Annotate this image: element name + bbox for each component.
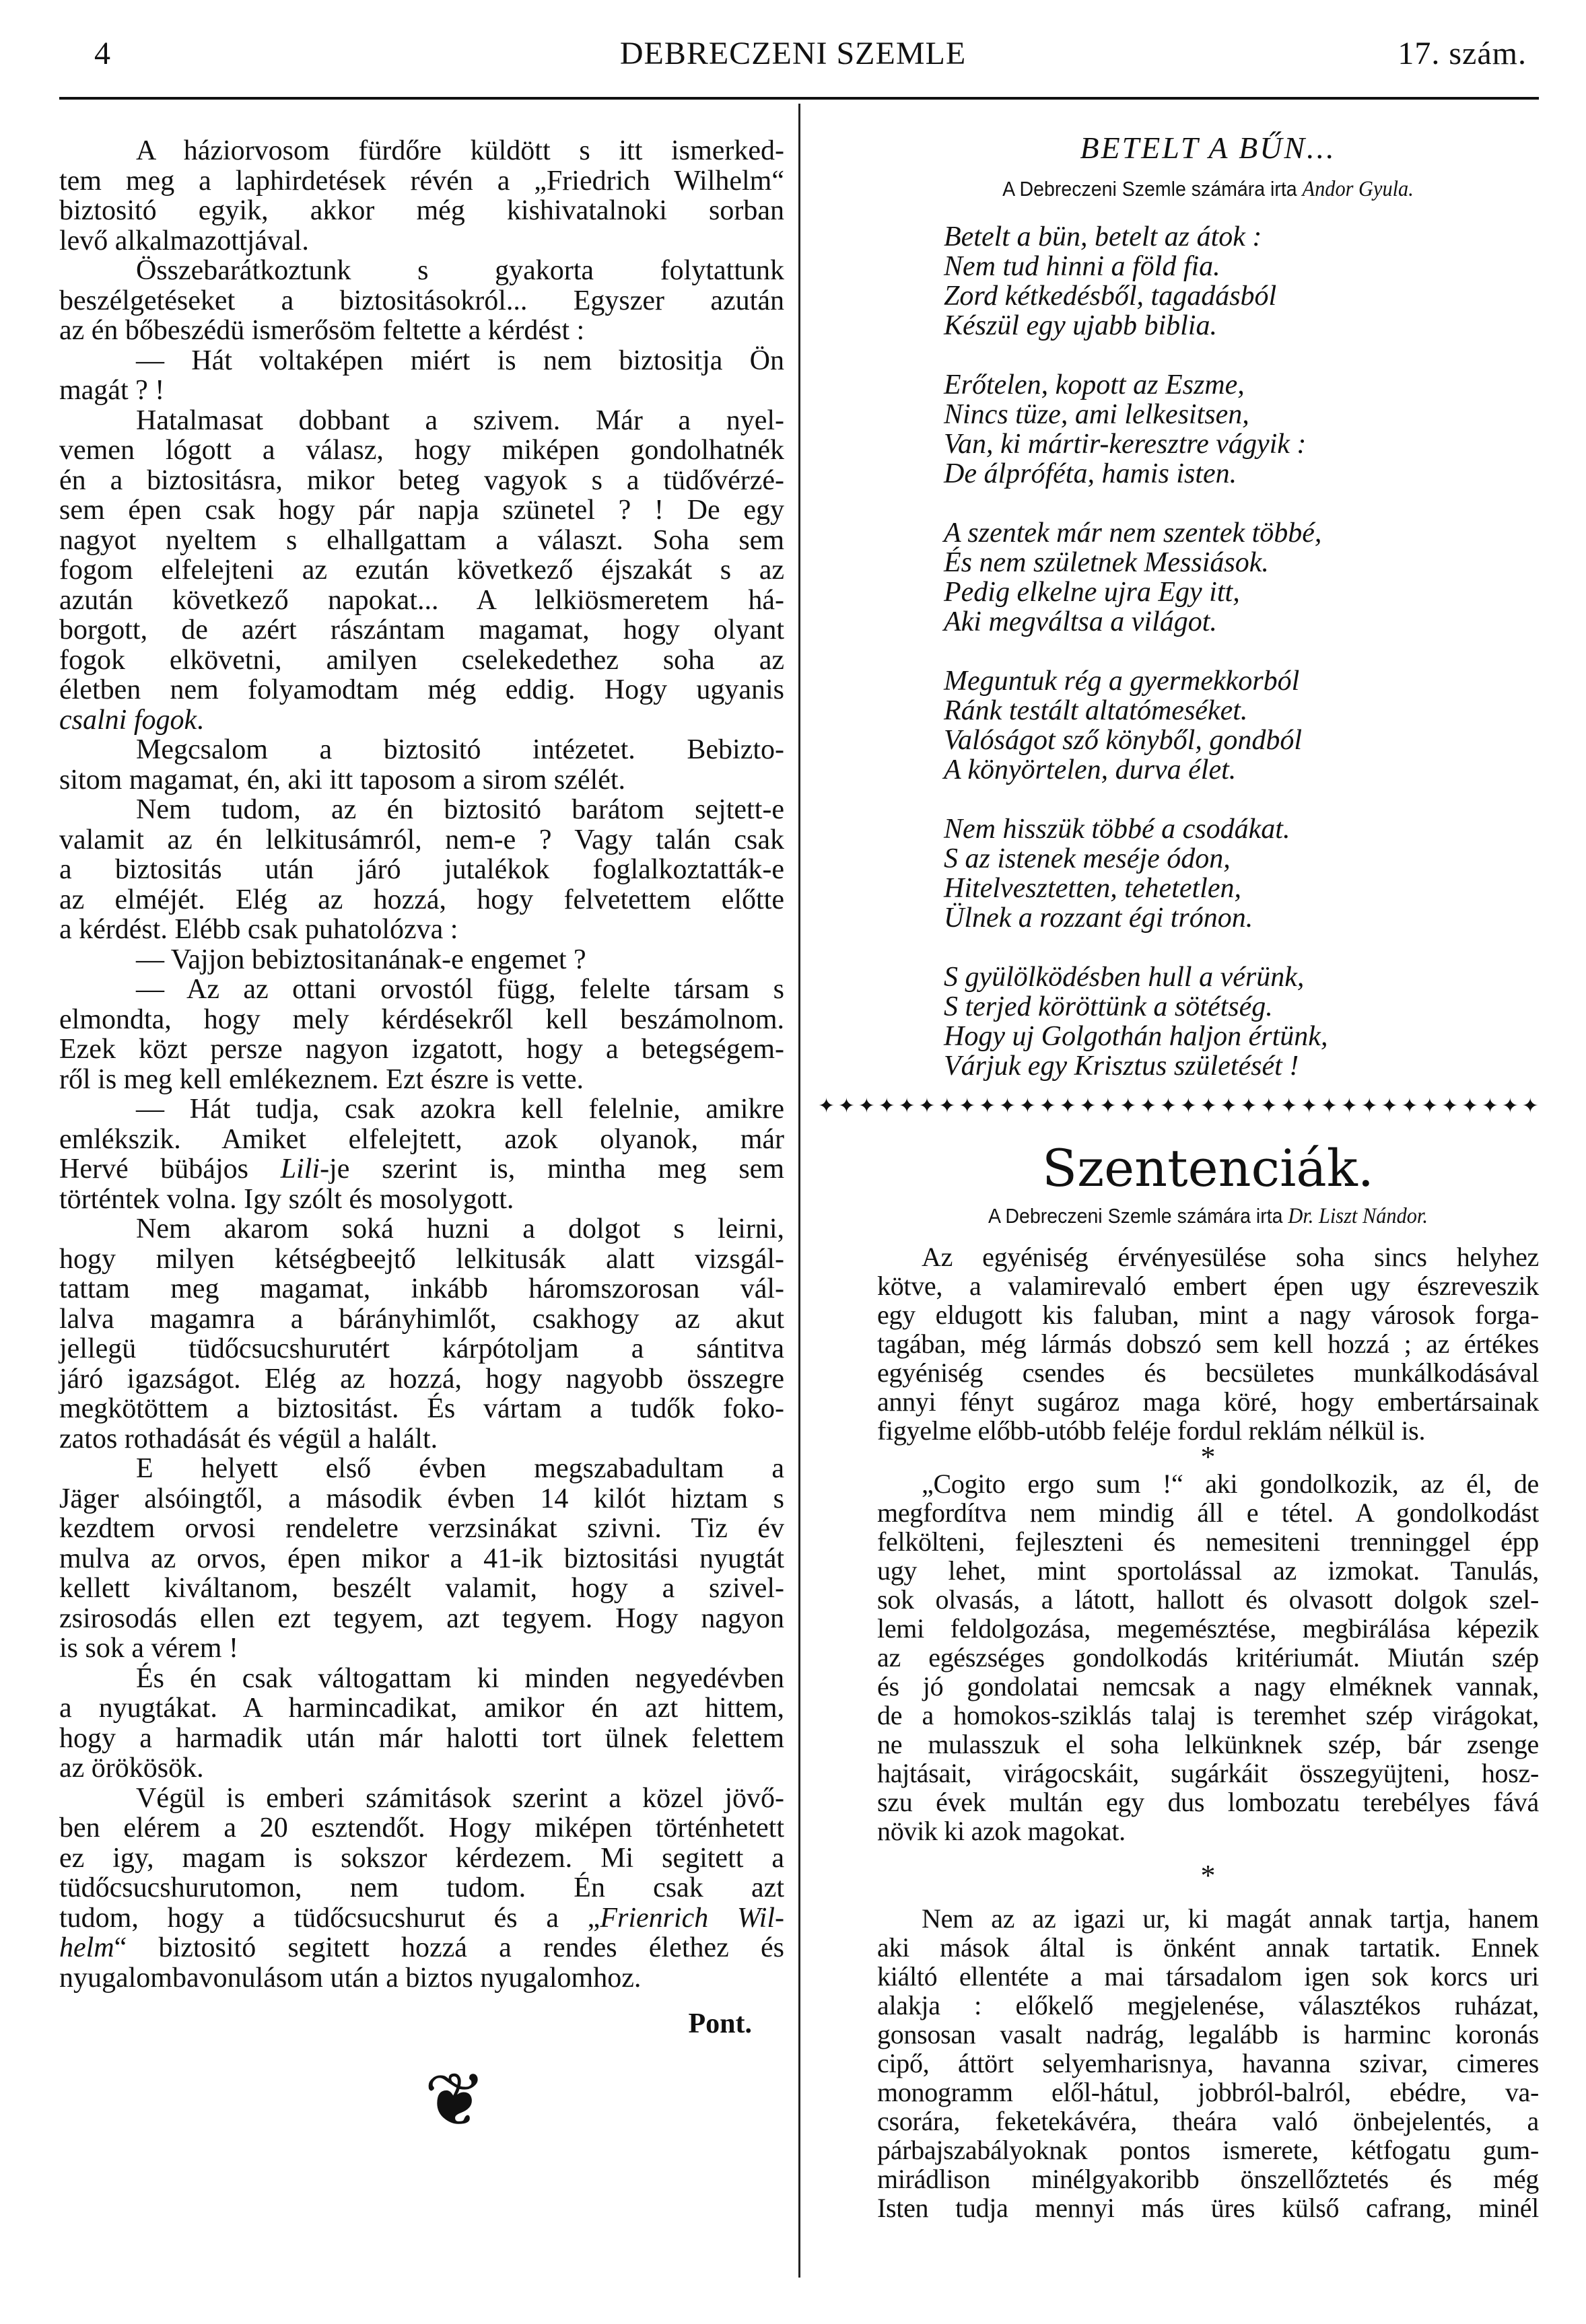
- text-line: egy eldugott kis faluban, mint a nagy városok forga-: [877, 1300, 1539, 1330]
- poem-line: Van, ki mártir-keresztre vágyik :: [944, 429, 1307, 460]
- text-line: tagában, még lármás dobszó sem kell hozzá ; az értékes: [877, 1329, 1539, 1359]
- text-line: A háziorvosom fürdőre küldött s itt ismerked-: [136, 135, 784, 166]
- text-line: sitom magamat, én, aki itt taposom a sirom szélét.: [59, 764, 625, 796]
- poem-line: S az istenek meséje ódon,: [944, 843, 1231, 874]
- text-span: tudom, hogy a tüdőcsucshurut és a „: [59, 1902, 600, 1934]
- text-line: ugy lehet, mint sportolással az izmokat. Tanulás,: [877, 1555, 1539, 1586]
- text-line: nagyot nyeltem s elhallgattam a választ. Soha sem: [59, 524, 784, 556]
- poem-line: Készül egy ujabb biblia.: [944, 310, 1217, 341]
- ornament-star-icon: ✦: [878, 1094, 895, 1118]
- stanza-gap: [944, 637, 1328, 666]
- ornament-star-icon: ✦: [938, 1094, 956, 1118]
- text-line: egyéniség csendes és becsületes munkálkodásával: [877, 1358, 1539, 1388]
- poem-line: Nem tud hinni a föld fia.: [944, 251, 1220, 282]
- sentence-section: [877, 1242, 1539, 1445]
- ornament-star-icon: ✦: [1461, 1094, 1479, 1118]
- column-divider: [798, 104, 800, 2278]
- text-line: Nem akarom soká huzni a dolgot s leirni,: [136, 1213, 784, 1244]
- ornament-star-icon: ✦: [898, 1094, 916, 1118]
- text-line: [59, 705, 784, 736]
- poem-byline: [903, 176, 1512, 203]
- text-line: Jäger alsóingtől, a második évben 14 kilót hiztam s: [59, 1483, 784, 1514]
- ornament-star-icon: ✦: [1220, 1094, 1237, 1118]
- text-line: alakja : előkelő megjelenése, választékos ruházat,: [877, 1990, 1539, 2020]
- text-line: megkötöttem a biztositást. És vártam a tudők foko-: [59, 1393, 784, 1424]
- author-signature: Pont.: [688, 2008, 752, 2039]
- text-line: Nem az az igazi ur, ki magát annak tartja, hanem: [922, 1903, 1539, 1934]
- text-span: “ biztositó segitett hozzá a rendes élethez és: [114, 1932, 784, 1963]
- text-line: jellegü tüdőcsucshurutért kárpótoljam a sántitva: [59, 1333, 784, 1364]
- text-span: Hervé bübájos: [59, 1154, 281, 1185]
- page-number: 4: [94, 36, 111, 71]
- text-line: ne mulasszuk el soha lelkünknek szép, bár zsenge: [877, 1729, 1539, 1759]
- text-line: „Cogito ergo sum !“ aki gondolkozik, az él, de: [922, 1469, 1539, 1499]
- ornament-star-icon: ✦: [1360, 1094, 1378, 1118]
- left-article: [59, 136, 784, 1993]
- poem-line: Ránk testált altatómeséket.: [944, 695, 1248, 726]
- sentence-section: [877, 1904, 1539, 2222]
- poem-line: Várjuk egy Krisztus születését !: [944, 1051, 1299, 1082]
- poem-line: Ülnek a rozzant égi trónon.: [944, 903, 1253, 934]
- poem-line: Betelt a bün, betelt az átok :: [944, 221, 1262, 252]
- text-line: beszélgetéseket a biztositásokról... Egyszer azután: [59, 285, 784, 316]
- text-line: — Vajjon bebiztositanának-e engemet ?: [136, 944, 586, 975]
- ornament-star-icon: ✦: [1260, 1094, 1278, 1118]
- byline-text: A Debreczeni Szemle számára irta: [988, 1204, 1288, 1228]
- text-line: ről is meg kell emlékeznem. Ezt észre is vette.: [59, 1063, 584, 1095]
- poem-line: Valóságot sző könyből, gondból: [944, 725, 1302, 756]
- text-line: az örökösök.: [59, 1753, 204, 1784]
- ornament-star-icon: ✦: [1200, 1094, 1217, 1118]
- text-line: zsirosodás ellen ezt tegyem, azt tegyem. Hogy nagyon: [59, 1603, 784, 1634]
- text-line: E helyett első évben megszabadultam a: [136, 1453, 784, 1484]
- text-line: ben elérem a 20 esztendőt. Hogy miképen történhetett: [59, 1812, 784, 1843]
- text-line: azután következő napokat... A lelkiösmeretem há-: [59, 584, 784, 616]
- text-line: az egészséges gondolkodás kritériumát. Miután szép: [877, 1642, 1539, 1672]
- text-line: kötve, a valamirevaló embert épen ugy észreveszik: [877, 1271, 1539, 1301]
- poem-line: De álpróféta, hamis isten.: [944, 458, 1237, 489]
- text-line: járó igazságot. Elég az hozzá, hogy nagyobb összegre: [59, 1363, 784, 1395]
- text-line: aki mások által is önként annak tartatik. Ennek: [877, 1932, 1539, 1963]
- text-line: mulva az orvos, épen mikor a 41-ik biztositási nyugtát: [59, 1543, 784, 1574]
- stanza-gap: [944, 489, 1328, 518]
- text-line: Az egyéniség érvényesülése soha sincs helyhez: [922, 1242, 1539, 1272]
- text-line: emlékszik. Amiket elfelejtett, azok olyanok, már: [59, 1123, 784, 1155]
- text-line: felkölteni, fejleszteni és nemesiteni trenninggel épp: [877, 1526, 1539, 1557]
- text-line: a kérdést. Elébb csak puhatolózva :: [59, 914, 458, 945]
- poem-line: Erőtelen, kopott az Eszme,: [944, 369, 1245, 400]
- poem-line: Hogy uj Golgothán haljon értünk,: [944, 1021, 1328, 1052]
- ornament-star-icon: ✦: [1240, 1094, 1257, 1118]
- poem-body: [944, 222, 1328, 1081]
- text-line: történtek volna. Igy szólt és mosolygott.: [59, 1183, 514, 1215]
- poem-line: Zord kétkedésből, tagadásból: [944, 281, 1277, 312]
- ornament-star-icon: ✦: [979, 1094, 996, 1118]
- text-line: valamit az én lelkitusámról, nem-e ? Vagy talán csak: [59, 824, 784, 855]
- ornament-star-icon: ✦: [1039, 1094, 1056, 1118]
- text-line: — Az az ottani orvostól függ, felelte társam s: [136, 974, 784, 1005]
- poem-line: A könyörtelen, durva élet.: [944, 754, 1237, 785]
- ornament-star-icon: ✦: [998, 1094, 1016, 1118]
- text-line: sok olvasás, a látott, hallott és olvasott dolgok szel-: [877, 1584, 1539, 1615]
- text-line: fogok elkövetni, amilyen cselekedethez soha az: [59, 644, 784, 676]
- text-line: csorára, feketekávéra, theára való önbejelentés, a: [877, 2106, 1539, 2136]
- text-line: monogramm elől-hátul, jobbról-balról, ebédre, va-: [877, 2077, 1539, 2107]
- text-line: hogy a harmadik után már halotti tort ülnek felettem: [59, 1722, 784, 1754]
- article-byline: [903, 1203, 1512, 1230]
- ornament-star-icon: ✦: [858, 1094, 875, 1118]
- ornament-star-icon: ✦: [1079, 1094, 1097, 1118]
- text-line: nyugalombavonulásom után a biztos nyugalomhoz.: [59, 1962, 642, 1994]
- text-line: ez igy, magam is sokszor kérdezem. Mi segitett a: [59, 1842, 784, 1874]
- text-line: fogom elfelejteni az ezután következő éjszakát s az: [59, 555, 784, 586]
- text-line: párbajszabályoknak pontos ismerete, kétfogatu gum-: [877, 2135, 1539, 2165]
- poem-line: Nincs tüze, ami lelkesitsen,: [944, 399, 1249, 430]
- text-line: figyelme előbb-utóbb feléje fordul reklám nélkül is.: [877, 1415, 1426, 1446]
- text-line: lalva magamra a bárányhimlőt, csakhogy az akut: [59, 1303, 784, 1335]
- section-separator: *: [1200, 1859, 1216, 1892]
- ornament-star-icon: ✦: [1099, 1094, 1117, 1118]
- text-line: szu évek multán egy dus lombozatu terebélyes fává: [877, 1787, 1539, 1817]
- text-line: Nem tudom, az én biztositó barátom sejtett-e: [136, 794, 784, 825]
- fleuron-ornament-icon: ❦: [424, 2057, 487, 2143]
- ornament-star-icon: ✦: [837, 1094, 856, 1118]
- text-line: Hatalmasat dobbant a szivem. Már a nyel-: [136, 404, 784, 436]
- ornament-star-icon: ✦: [1401, 1094, 1418, 1118]
- poem-author: Andor Gyula.: [1302, 177, 1414, 201]
- ornament-star-icon: ✦: [1119, 1094, 1137, 1118]
- text-span: -je szerint is, mintha meg sem: [320, 1154, 784, 1185]
- article-author: Dr. Liszt Nándor.: [1288, 1204, 1428, 1228]
- text-line: tem meg a laphirdetések révén a „Friedrich Wilhelm“: [59, 165, 784, 197]
- poem-line: Meguntuk rég a gyermekkorból: [944, 666, 1300, 697]
- ornament-star-icon: ✦: [1159, 1094, 1177, 1118]
- text-line: Végül is emberi számitások szerint a közel jövő-: [136, 1782, 784, 1814]
- stanza-gap: [944, 785, 1328, 814]
- text-line: de a homokos-sziklás talaj is teremhet szép virágokat,: [877, 1700, 1539, 1730]
- text-line: — Hát voltaképen miért is nem biztositja Ön: [136, 345, 784, 376]
- text-line: borgott, de azért rászántam magamat, hogy olyant: [59, 614, 784, 645]
- text-line: hajtásait, virágocskáit, sugárkáit összegyüjteni, hosz-: [877, 1758, 1539, 1788]
- ornament-star-icon: ✦: [1340, 1094, 1358, 1118]
- text-line: annyi fényt sugároz maga köré, hogy embertársainak: [877, 1386, 1539, 1417]
- ornament-star-icon: ✦: [1179, 1094, 1197, 1118]
- text-line: zatos rothadását és végül a halált.: [59, 1423, 438, 1454]
- poem-line: S gyülölködésben hull a vérünk,: [944, 962, 1305, 993]
- text-line: tüdőcsucshurutomon, nem tudom. Én csak azt: [59, 1872, 784, 1903]
- ornament-star-icon: ✦: [959, 1094, 976, 1118]
- text-line: Összebarátkoztunk s gyakorta folytattunk: [136, 255, 784, 286]
- text-line: [59, 1933, 784, 1963]
- ornament-star-icon: ✦: [1421, 1094, 1439, 1118]
- text-line: kellett kiváltanom, beszélt valamit, hogy a szivel-: [59, 1573, 784, 1604]
- poem-line: És nem születnek Messiások.: [944, 547, 1269, 578]
- stanza-gap: [944, 341, 1328, 370]
- text-line: én a biztositásra, mikor beteg vagyok s a tüdővérzé-: [59, 464, 784, 496]
- ornament-star-icon: ✦: [818, 1094, 835, 1118]
- text-line: a nyugtákat. A harmincadikat, amikor én azt hittem,: [59, 1693, 784, 1724]
- text-line: életben nem folyamodtam még eddig. Hogy ugyanis: [59, 674, 784, 705]
- ornament-star-icon: ✦: [1441, 1094, 1459, 1118]
- ornament-star-icon: ✦: [1320, 1094, 1338, 1118]
- text-line: és jó gondolatai nemcsak a nagy elméknek vannak,: [877, 1671, 1539, 1701]
- italic-text: Frienrich Wil-: [600, 1902, 784, 1934]
- section-separator: *: [1200, 1440, 1216, 1473]
- text-line: [59, 1903, 784, 1934]
- byline-text: A Debreczeni Szemle számára irta: [1002, 177, 1303, 201]
- text-line: kiáltó ellentéte a mai társadalom igen sok korcs uri: [877, 1961, 1539, 1992]
- text-line: kezdtem orvosi rendeletre verzsinákat szivni. Tiz év: [59, 1513, 784, 1544]
- ornament-star-icon: ✦: [1501, 1094, 1519, 1118]
- text-line: magát ? !: [59, 375, 165, 406]
- ornament-star-icon: ✦: [1521, 1094, 1539, 1118]
- text-line: megfordítva nem mindig áll e tétel. A gondolkodást: [877, 1498, 1539, 1528]
- text-line: is sok a vérem !: [59, 1633, 238, 1664]
- text-line: sem épen csak hogy pár napja szünetel ? ! De egy: [59, 495, 784, 526]
- text-line: elmondta, hogy mely kérdésekről kell beszámolnom.: [59, 1003, 784, 1035]
- poem-line: A szentek már nem szentek többé,: [944, 518, 1322, 549]
- ornament-star-icon: ✦: [1059, 1094, 1076, 1118]
- italic-text: csalni fogok: [59, 704, 197, 736]
- text-line: Isten tudja mennyi más üres külső cafrang, minél: [877, 2193, 1539, 2223]
- sentence-section: [877, 1469, 1539, 1845]
- text-line: hogy milyen kétségbeejtő lelkitusák alatt vizsgál-: [59, 1243, 784, 1275]
- text-line: tattam meg magamat, inkább háromszorosan vál-: [59, 1273, 784, 1304]
- italic-text: helm: [59, 1932, 114, 1963]
- text-line: mirádlison minélgyakoribb önszellőztetés és még: [877, 2164, 1539, 2194]
- poem-line: Nem hisszük többé a csodákat.: [944, 814, 1290, 845]
- text-line: vemen lógott a válasz, hogy miképen gondolhatnék: [59, 435, 784, 466]
- italic-text: Lili: [280, 1154, 320, 1185]
- text-line: növik ki azok magokat.: [877, 1816, 1126, 1846]
- ornament-divider: [818, 1093, 1539, 1120]
- text-line: biztositó egyik, akkor még kishivatalnoki sorban: [59, 195, 784, 226]
- text-span: .: [197, 704, 204, 736]
- ornament-star-icon: ✦: [1019, 1094, 1036, 1118]
- text-line: lemi feldolgozása, megemésztése, megbirálása képezik: [877, 1613, 1539, 1644]
- poem-line: Pedig elkelne ujra Egy itt,: [944, 577, 1240, 608]
- text-line: [59, 1154, 784, 1185]
- ornament-star-icon: ✦: [918, 1094, 936, 1118]
- ornament-star-icon: ✦: [1481, 1094, 1499, 1118]
- ornament-star-icon: ✦: [1381, 1094, 1398, 1118]
- ornament-star-icon: ✦: [1280, 1094, 1298, 1118]
- text-line: gonsosan vasalt nadrág, legalább is harminc koronás: [877, 2019, 1539, 2049]
- header-rule: [59, 97, 1539, 100]
- text-line: cipő, áttört selyemharisnya, havanna szivar, cimeres: [877, 2048, 1539, 2078]
- text-line: Ezek közt persze nagyon izgatott, hogy a betegségem-: [59, 1034, 784, 1065]
- stanza-gap: [944, 933, 1328, 962]
- poem-title: BETELT A BŰN...: [1080, 131, 1336, 165]
- newspaper-title: DEBRECZENI SZEMLE: [619, 36, 967, 71]
- poem-line: Aki megváltsa a világot.: [944, 606, 1217, 637]
- text-line: az elméjét. Elég az hozzá, hogy felvetettem előtte: [59, 884, 784, 915]
- poem-line: Hitelvesztetten, tehetetlen,: [944, 873, 1241, 904]
- text-line: És én csak váltogattam ki minden negyedévben: [136, 1662, 784, 1694]
- text-line: Megcsalom a biztositó intézetet. Bebizto-: [136, 734, 784, 765]
- ornament-star-icon: ✦: [1140, 1094, 1157, 1118]
- text-line: a biztositás után járó jutalékok foglalkoztatták-e: [59, 854, 784, 885]
- issue-number: 17. szám.: [1398, 36, 1527, 71]
- text-line: levő alkalmazottjával.: [59, 225, 309, 256]
- text-line: az én bőbeszédü ismerősöm feltette a kérdést :: [59, 315, 585, 346]
- text-line: — Hát tudja, csak azokra kell felelnie, amikre: [136, 1094, 784, 1125]
- article-title: Szentenciák.: [1042, 1138, 1374, 1198]
- poem-line: S terjed köröttünk a sötétség.: [944, 991, 1273, 1022]
- ornament-star-icon: ✦: [1301, 1094, 1318, 1118]
